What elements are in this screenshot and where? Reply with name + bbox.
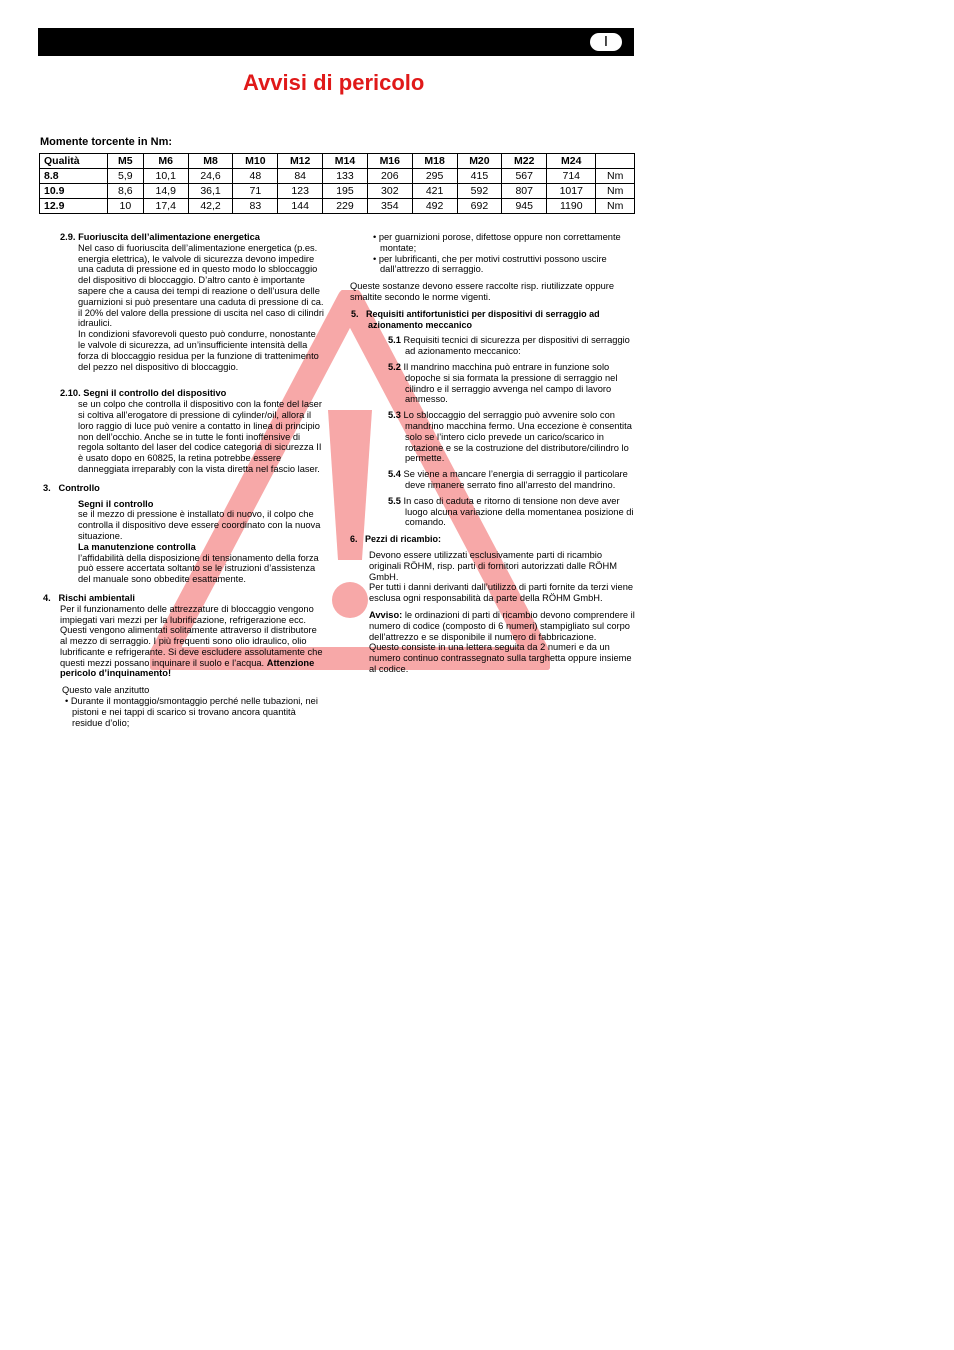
notice-text: le ordinazioni di parti di ricambio devono comprendere il numero di codice (composto di 6 numeri) stampigliato sul corpo dell’attrezzo e se disponibile il numero di fabbricazione. [369, 609, 635, 642]
torque-table-caption: Momente torcente in Nm: [40, 136, 173, 148]
item-number: 5.3 [388, 410, 401, 421]
section-2-10 [40, 388, 325, 474]
subsection-heading: Segni il controllo [78, 498, 154, 509]
column-header: M24 [547, 154, 596, 169]
table-cell: 195 [323, 184, 368, 199]
list-item-text: Durante il montaggio/smontaggio perché nelle tubazioni, nei pistoni e nei tappi di scarico si trovano ancora quantità residue d’olio; [70, 696, 318, 728]
table-cell: 354 [367, 199, 412, 214]
right-column [350, 232, 636, 675]
section-heading: Fuoriuscita dell’alimentazione energetica [78, 232, 260, 242]
list-item-text: per lubrificanti, che per motivi costruttivi possono uscire dall’attrezzo di serraggio. [378, 253, 607, 275]
section-heading: Pezzi di ricambio: [365, 534, 442, 545]
section-3 [40, 483, 325, 585]
column-header: M18 [412, 154, 457, 169]
paragraph: Per tutti i danni derivanti dall’utilizzo di parti fornite da terzi viene esclusa ogni responsabilità da parte della RÖHM GmbH. [369, 582, 634, 604]
table-cell: 84 [278, 169, 323, 184]
section-2-9 [40, 232, 325, 372]
section-number: 4. [43, 592, 51, 603]
table-cell: 1190 [547, 199, 596, 214]
paragraph: se il mezzo di pressione è installato di nuovo, il colpo che controlla il dispositivo deve essere coordinato con la nuova situazione. [78, 509, 321, 541]
section-heading: Rischi ambientali [58, 592, 135, 603]
paragraph [369, 610, 636, 642]
section-number: 2.9. [60, 232, 76, 242]
subsection-heading: La manutenzione controlla [78, 541, 196, 552]
table-cell: 592 [457, 184, 502, 199]
table-cell: 945 [502, 199, 547, 214]
table-cell: 17,4 [143, 199, 188, 214]
header-bar [38, 28, 634, 56]
section-number: 6. [350, 534, 358, 545]
table-cell: Nm [596, 199, 635, 214]
column-header: M12 [278, 154, 323, 169]
left-column [40, 232, 325, 728]
table-cell: 807 [502, 184, 547, 199]
list-item [369, 410, 636, 464]
paragraph-text: Per il funzionamento delle attrezzature di bloccaggio vengono impiegati vari mezzi per la lubrificazione, refrigerazione ecc. Questi vengono alimentati solitamente attraverso il distributore al mezzo di serraggio. I più frequenti sono olio idraulico, olio lubrificante e refrigerante. Si deve escludere assolutamente che questi mezzi possano inquinare il suolo e l’acqua. [60, 603, 323, 668]
table-cell: 83 [233, 199, 278, 214]
section-heading: Controllo [58, 482, 100, 493]
table-cell: 42,2 [188, 199, 233, 214]
section-5 [350, 309, 636, 331]
column-header: M5 [107, 154, 143, 169]
paragraph: l’affidabilità della disposizione di tensionamento della forza può essere accertata soltanto se le istruzioni d’assistenza del manuale sono obbedite esattamente. [78, 552, 319, 585]
item-number: 5.4 [388, 469, 401, 480]
table-cell: 24,6 [188, 169, 233, 184]
paragraph: Questo vale anzitutto [62, 685, 150, 696]
table-cell: 692 [457, 199, 502, 214]
table-cell: 10,1 [143, 169, 188, 184]
table-cell: 10 [107, 199, 143, 214]
table-row [40, 199, 635, 214]
table-cell: 714 [547, 169, 596, 184]
list-item [369, 335, 636, 357]
table-cell: 10.9 [40, 184, 108, 199]
column-header: Qualità [40, 154, 108, 169]
table-header-row [40, 154, 635, 169]
subsection [40, 499, 325, 585]
table-cell: 1017 [547, 184, 596, 199]
section-heading: Segni il controllo del dispositivo [83, 388, 227, 399]
list-item [369, 362, 636, 405]
table-cell: 12.9 [40, 199, 108, 214]
language-badge: I [590, 33, 622, 51]
paragraph: se un colpo che controlla il dispositivo con la fonte del laser si coltiva all’erogatore di pressione di cylinder/oil, allora il loro raggio di luce può venire a contatto in linea di principio non dell’occhio. Anche se in tutte le fonti inoffensive di regola soltanto del laser del codice categoria di sicurezza II è usato dopo en 60825, la retina potrebbe essere danneggiata irreparably con la vista diretta nel fascio laser. [78, 399, 322, 474]
table-cell: 5,9 [107, 169, 143, 184]
table-cell: 133 [323, 169, 368, 184]
paragraph: In condizioni sfavorevoli questo può condurre, nonostante le valvole di sicurezza, ad un’insufficiente intensità della forza di bloccaggio residua per la funzione di trattenimento del pezzo nel dispositivo di bloccaggio. [78, 329, 319, 372]
item-text: Il mandrino macchina può entrare in funzione solo dopoche si sia formata la pressione di serraggio nel cilindro e il serraggio avvenga nel campo di lavoro ammesso. [403, 361, 618, 405]
table-cell: 144 [278, 199, 323, 214]
section-6 [350, 534, 636, 545]
paragraph: Queste sostanze devono essere raccolte risp. riutilizzate oppure smaltite secondo le norme vigenti. [350, 281, 615, 302]
table-cell: Nm [596, 184, 635, 199]
section-number: 3. [43, 482, 51, 493]
table-cell: Nm [596, 169, 635, 184]
column-header: M8 [188, 154, 233, 169]
section-6-body [350, 550, 636, 675]
table-cell: 295 [412, 169, 457, 184]
list-item [369, 469, 636, 491]
page-title: Avvisi di pericolo [243, 70, 425, 95]
paragraph [40, 604, 325, 680]
column-header: M22 [502, 154, 547, 169]
list-item: • per guarnizioni porose, difettose oppure non correttamente montate; [373, 232, 621, 253]
warning-text: Attenzione pericolo d’inquinamento! [60, 657, 315, 679]
table-cell: 123 [278, 184, 323, 199]
item-text: Se viene a mancare l’energia di serraggio il particolare deve rimanere serrato fino all’arresto del mandrino. [403, 469, 628, 490]
list-item-text: per guarnizioni porose, difettose oppure non correttamente montate; [378, 232, 621, 253]
table-cell: 8,6 [107, 184, 143, 199]
section-5-items [350, 335, 636, 528]
table-cell: 421 [412, 184, 457, 199]
table-cell: 229 [323, 199, 368, 214]
column-header [596, 154, 635, 169]
column-header: M10 [233, 154, 278, 169]
section-number: 2.10. [60, 388, 81, 399]
column-header: M14 [323, 154, 368, 169]
table-cell: 206 [367, 169, 412, 184]
column-header: M16 [367, 154, 412, 169]
section-number: 5. [351, 308, 359, 319]
item-number: 5.1 [388, 335, 401, 346]
notice-label: Avviso: [369, 609, 403, 620]
paragraph: Devono essere utilizzati esclusivamente parti di ricambio originali RÖHM, risp. parti di fornitori autorizzati dalle RÖHM GmbH. [369, 549, 617, 582]
section-4 [40, 593, 325, 729]
table-cell: 14,9 [143, 184, 188, 199]
table-row [40, 169, 635, 184]
table-cell: 492 [412, 199, 457, 214]
table-cell: 8.8 [40, 169, 108, 184]
list-item: • per lubrificanti, che per motivi costruttivi possono uscire dall’attrezzo di serraggio. [373, 253, 607, 275]
section-heading: Requisiti antifortunistici per dispositivi di serraggio ad azionamento meccanico [366, 308, 600, 330]
list-item [369, 496, 636, 528]
list-item: • Durante il montaggio/smontaggio perché nelle tubazioni, nei pistoni e nei tappi di scarico si trovano ancora quantità residue d’olio; [65, 696, 318, 728]
table-row [40, 184, 635, 199]
item-text: In caso di caduta e ritorno di tensione non deve aver luogo alcuna variazione della momentanea posizione di comando. [403, 495, 634, 528]
column-header: M20 [457, 154, 502, 169]
item-text: Requisiti tecnici di sicurezza per dispositivi di serraggio ad azionamento meccanico: [403, 335, 630, 357]
table-cell: 36,1 [188, 184, 233, 199]
table-cell: 71 [233, 184, 278, 199]
table-cell: 567 [502, 169, 547, 184]
column-header: M6 [143, 154, 188, 169]
item-text: Lo sbloccaggio del serraggio può avvenire solo con mandrino macchina fermo. Una eccezione è consentita solo se l’intero ciclo prevede un carico/scarico in rotazione e se la costruzione del distributore/cilindro lo permette. [403, 410, 632, 464]
item-number: 5.5 [388, 495, 401, 506]
paragraph: Questo consiste in una lettera seguita da 2 numeri e da un numero continuo contrassegnato sulla targhetta oppure insieme al codice. [369, 642, 632, 674]
table-cell: 48 [233, 169, 278, 184]
table-cell: 415 [457, 169, 502, 184]
torque-table [39, 153, 635, 214]
item-number: 5.2 [388, 361, 401, 372]
paragraph: Nel caso di fuoriuscita dell’alimentazione energetica (p.es. energia elettrica), le valvole di sicurezza devono impedire una caduta di pressione ed in questo modo lo sbloccaggio del dispositivo di bloccaggio. D’altro canto è importante sapere che a causa dei tempi di reazione o dell’usura delle guarnizioni si può presentare una caduta di pressione di ca. il 20% del valore della pressione di uscita nel caso di cilindri idraulici. [78, 242, 324, 329]
table-cell: 302 [367, 184, 412, 199]
